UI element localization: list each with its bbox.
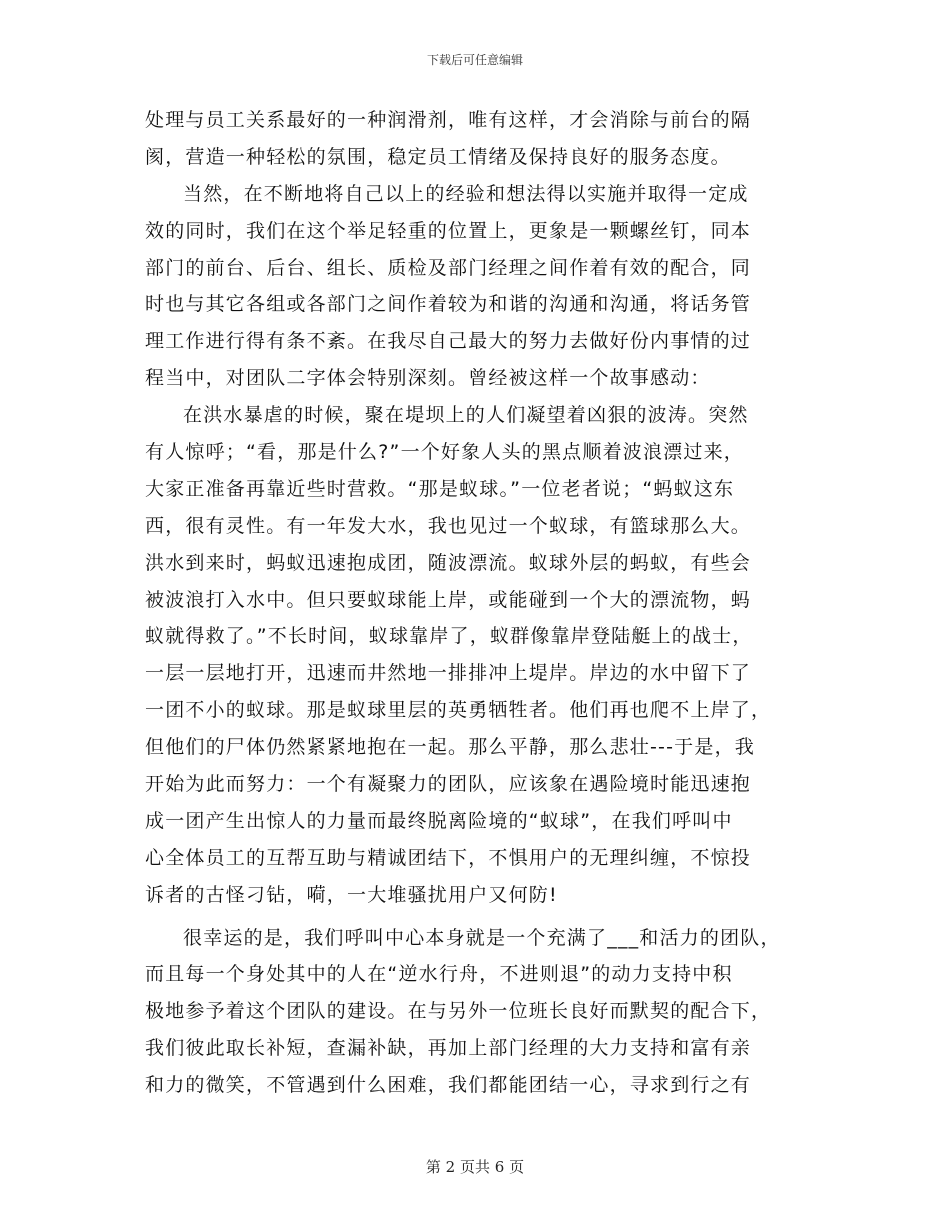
text-line: 效的同时，我们在这个举足轻重的位置上，更象是一颗螺丝钉，同本 [145,219,752,242]
text-line: 成一团产生出惊人的力量而最终脱离险境的“蚁球”，在我们呼叫中 [145,809,733,832]
text-line: 洪水到来时，蚂蚁迅速抱成团，随波漂流。蚁球外层的蚂蚁，有些会 [145,551,752,574]
text-line: 时也与其它各组或各部门之间作着较为和谐的沟通和沟通，将话务管 [145,293,752,316]
text-line: 而且每一个身处其中的人在“逆水行舟，不进则退”的动力支持中积 [145,963,733,986]
text-line: 开始为此而努力：一个有凝聚力的团队，应该象在遇险境时能迅速抱 [145,773,752,796]
text-line: 有人惊呼；“看，那是什么?”一个好象人头的黑点顺着波浪漂过来， [145,441,744,464]
text-line: 蚁就得救了。”不长时间，蚁球靠岸了，蚁群像靠岸登陆艇上的战士， [145,625,753,648]
text-line: 部门的前台、后台、组长、质检及部门经理之间作着有效的配合，同 [145,256,752,279]
text-line: 阂，营造一种轻松的氛围，稳定员工情绪及保持良好的服务态度。 [145,145,731,168]
paragraph-first-line: 在洪水暴虐的时候，聚在堤坝上的人们凝望着凶狠的波涛。突然 [183,404,749,427]
text-line: 被波浪打入水中。但只要蚁球能上岸，或能碰到一个大的漂流物，蚂 [145,588,752,611]
document-body [145,102,805,1104]
text-line: 程当中，对团队二字体会特别深刻。曾经被这样一个故事感动： [145,367,711,390]
text-line: 一层一层地打开，迅速而井然地一排排冲上堤岸。岸边的水中留下了 [145,662,752,685]
text-line: 心全体员工的互帮互助与精诚团结下，不惧用户的无理纠缠，不惊投 [145,846,752,869]
text-line: 一团不小的蚁球。那是蚁球里层的英勇牺牲者。他们再也爬不上岸了， [145,699,772,722]
text-line: 极地参予着这个团队的建设。在与另外一位班长良好而默契的配合下， [145,1000,772,1023]
text-line: 诉者的古怪刁钻，嗬，一大堆骚扰用户又何防! [145,883,558,906]
text-line: 我们彼此取长补短，查漏补缺，再加上部门经理的大力支持和富有亲 [145,1037,752,1060]
text-line: 理工作进行得有条不紊。在我尽自己最大的努力去做好份内事情的过 [145,330,752,353]
paragraph-first-line: 当然，在不断地将自己以上的经验和想法得以实施并取得一定成 [183,182,749,205]
text-line: 处理与员工关系最好的一种润滑剂，唯有这样，才会消除与前台的隔 [145,109,752,131]
paragraph-first-line: 很幸运的是，我们呼叫中心本身就是一个充满了___和活力的团队， [183,926,781,949]
page-header: 下载后可任意编辑 [426,53,523,67]
page-number: 第 2 页共 6 页 [425,1158,525,1176]
text-line: 大家正准备再靠近些时营救。“那是蚁球。”一位老者说；“蚂蚁这东 [145,477,735,500]
text-line: 但他们的尸体仍然紧紧地抱在一起。那么平静，那么悲壮---于是，我 [145,736,755,759]
text-line: 和力的微笑，不管遇到什么困难，我们都能团结一心，寻求到行之有 [145,1074,752,1097]
text-line: 西，很有灵性。有一年发大水，我也见过一个蚁球，有篮球那么大。 [145,514,752,537]
